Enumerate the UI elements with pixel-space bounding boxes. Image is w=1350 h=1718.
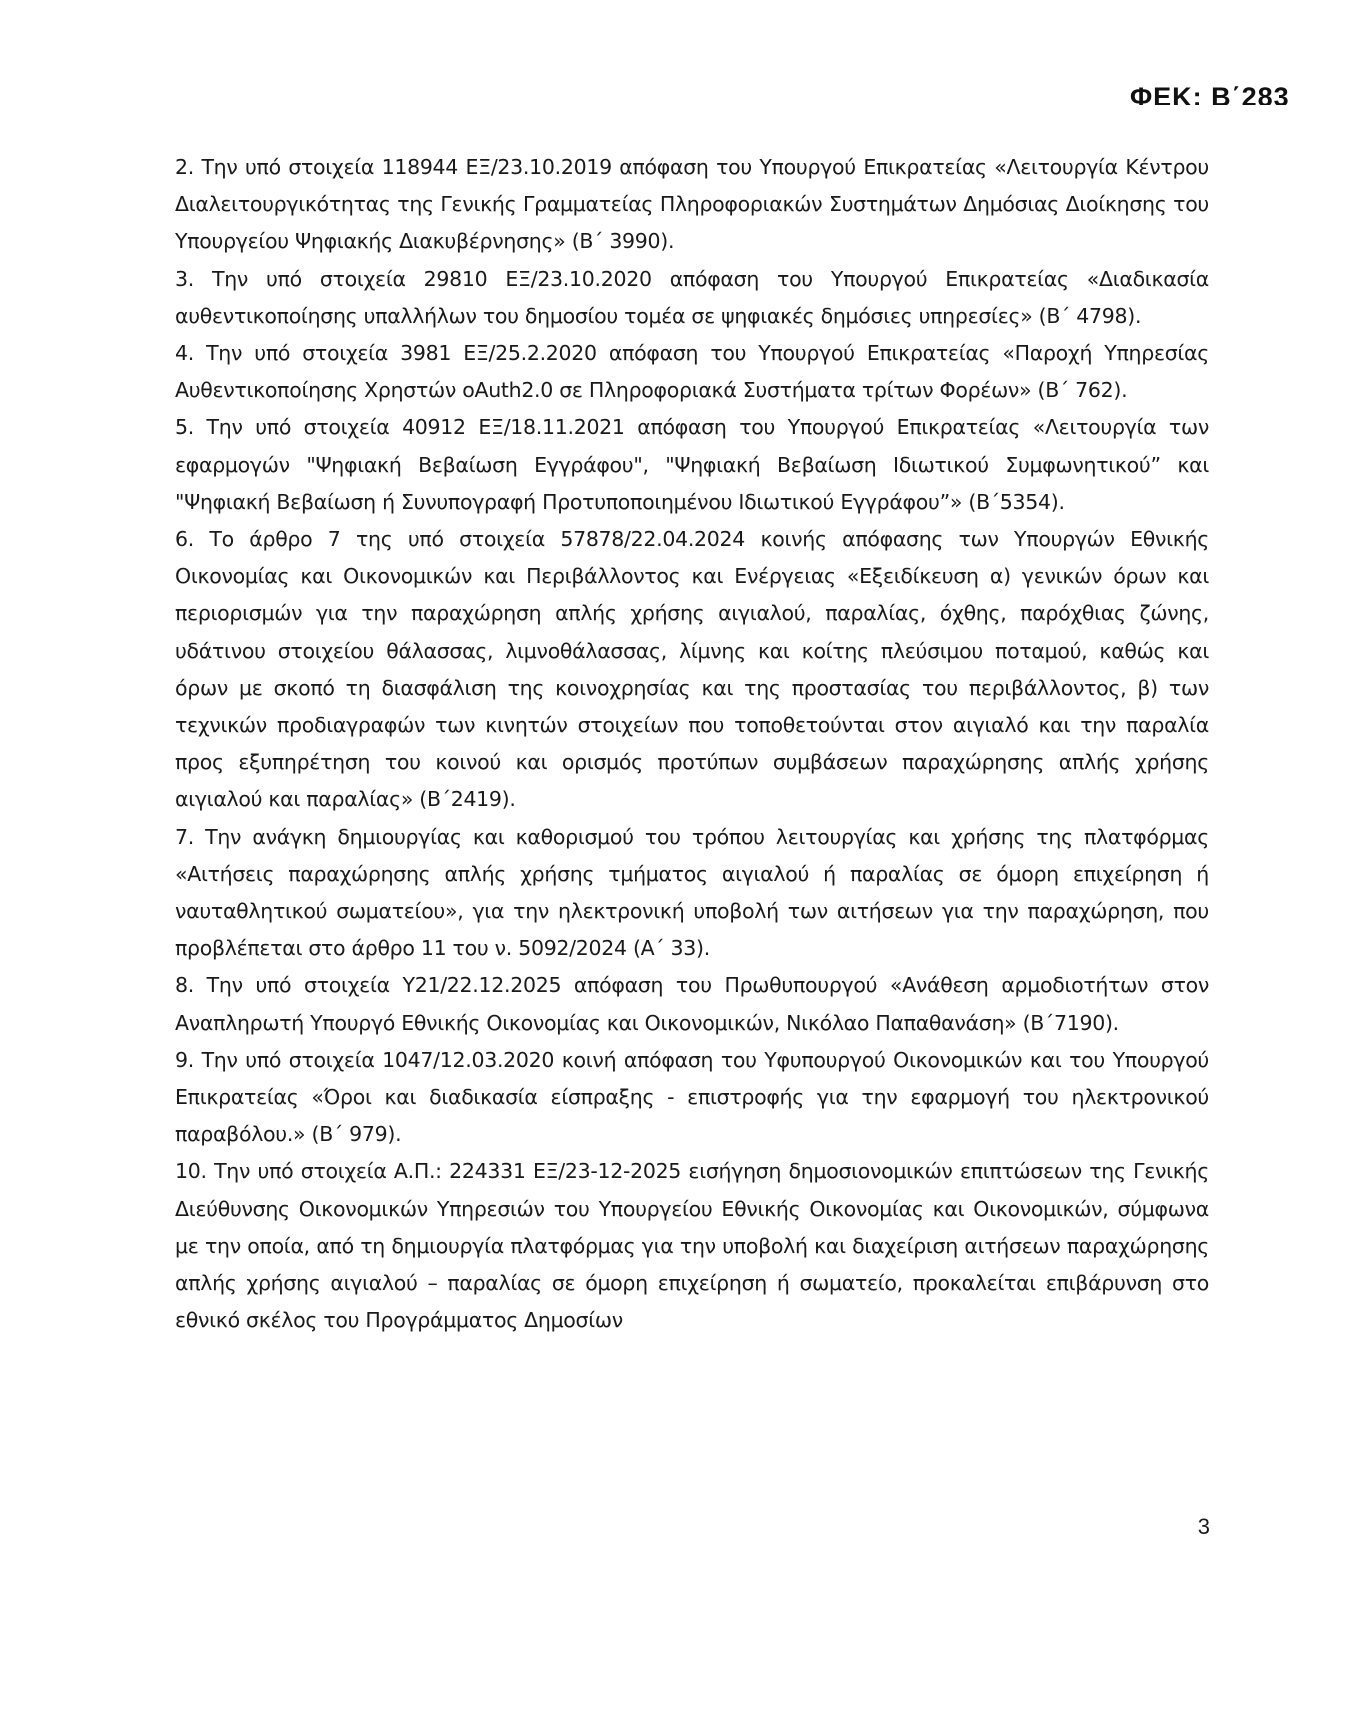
paragraph-8: 8. Την υπό στοιχεία Υ21/22.12.2025 απόφαση του Πρωθυπουργού «Ανάθεση αρμοδιοτήτων στον Αναπληρωτή Υπουργό Εθνικής Οικονομίας και Οικονομικών, Νικόλαο Παπαθανάση» (Β΄7190). (175, 973, 1209, 1035)
paragraph-10: 10. Την υπό στοιχεία Α.Π.: 224331 ΕΞ/23-12-2025 εισήγηση δημοσιονομικών επιπτώσεων της Γενικής Διεύθυνσης Οικονομικών Υπηρεσιών του Υπουργείου Εθνικής Οικονομίας και Οικονομικών, σύμφωνα με την οποία, από τη δημιουργία πλατφόρμας για την υποβολή και διαχείριση αιτήσεων παραχώρησης απλής χρήσης αιγιαλού – παραλίας σε όμορη επιχείρηση ή σωματείο, προκαλείται επιβάρυνση στο εθνικό σκέλος του Προγράμματος Δημοσίων (175, 1159, 1209, 1333)
page-number: 3 (1197, 1514, 1210, 1539)
gazette-reference: ΦΕΚ: Β΄283 (1130, 82, 1290, 105)
paragraph-7: 7. Την ανάγκη δημιουργίας και καθορισμού του τρόπου λειτουργίας και χρήσης της πλατφόρμας «Αιτήσεις παραχώρησης απλής χρήσης τμήματος αιγιαλού ή παραλίας σε όμορη επιχείρηση ή ναυταθλητικού σωματείου», για την ηλεκτρονική υποβολή των αιτήσεων για την παραχώρηση, που προβλέπεται στο άρθρο 11 του ν. 5092/2024 (Α΄ 33). (175, 824, 1209, 961)
paragraph-4: 4. Την υπό στοιχεία 3981 ΕΞ/25.2.2020 απόφαση του Υπουργού Επικρατείας «Παροχή Υπηρεσίας Αυθεντικοποίησης Χρηστών oAuth2.0 σε Πληροφοριακά Συστήματα τρίτων Φορέων» (Β΄ 762). (175, 341, 1209, 403)
paragraph-9: 9. Την υπό στοιχεία 1047/12.03.2020 κοινή απόφαση του Υφυπουργού Οικονομικών και του Υπουργού Επικρατείας «Όροι και διαδικασία είσπραξης - επιστροφής για την εφαρμογή του ηλεκτρονικού παραβόλου.» (Β΄ 979). (175, 1047, 1209, 1147)
paragraph-2: 2. Την υπό στοιχεία 118944 ΕΞ/23.10.2019 απόφαση του Υπουργού Επικρατείας «Λειτουργία Κέντρου Διαλειτουργικότητας της Γενικής Γραμματείας Πληροφοριακών Συστημάτων Δημόσιας Διοίκησης του Υπουργείου Ψηφιακής Διακυβέρνησης» (Β΄ 3990). (175, 155, 1209, 254)
paragraph-3: 3. Την υπό στοιχεία 29810 ΕΞ/23.10.2020 απόφαση του Υπουργού Επικρατείας «Διαδικασία αυθεντικοποίησης υπαλλήλων του δημοσίου τομέα σε ψηφιακές δημόσιες υπηρεσίες» (Β΄ 4798). (175, 266, 1209, 328)
paragraph-6: 6. Το άρθρο 7 της υπό στοιχεία 57878/22.04.2024 κοινής απόφασης των Υπουργών Εθνικής Οικονομίας και Οικονομικών και Περιβάλλοντος και Ενέργειας «Εξειδίκευση α) γενικών όρων και περιορισμών για την παραχώρηση απλής χρήσης αιγιαλού, παραλίας, όχθης, παρόχθιας ζώνης, υδάτινου στοιχείου θάλασσας, λιμνοθάλασσας, λίμνης και κοίτης πλεύσιμου ποταμού, καθώς και όρων με σκοπό τη διασφάλιση της κοινοχρησίας και της προστασίας του περιβάλλοντος, β) των τεχνικών προδιαγραφών των κινητών στοιχείων που τοποθετούνται στον αιγιαλό και την παραλία προς εξυπηρέτηση του κοινού και ορισμός προτύπων συμβάσεων παραχώρησης απλής χρήσης αιγιαλού και παραλίας» (Β΄2419). (175, 527, 1209, 812)
paragraph-5: 5. Την υπό στοιχεία 40912 ΕΞ/18.11.2021 απόφαση του Υπουργού Επικρατείας «Λειτουργία των εφαρμογών "Ψηφιακή Βεβαίωση Εγγράφου", "Ψηφιακή Βεβαίωση Ιδιωτικού Συμφωνητικού” και "Ψηφιακή Βεβαίωση ή Συνυπογραφή Προτυποποιημένου Ιδιωτικού Εγγράφου”» (Β΄5354). (175, 415, 1209, 514)
document-body (175, 149, 1209, 1340)
